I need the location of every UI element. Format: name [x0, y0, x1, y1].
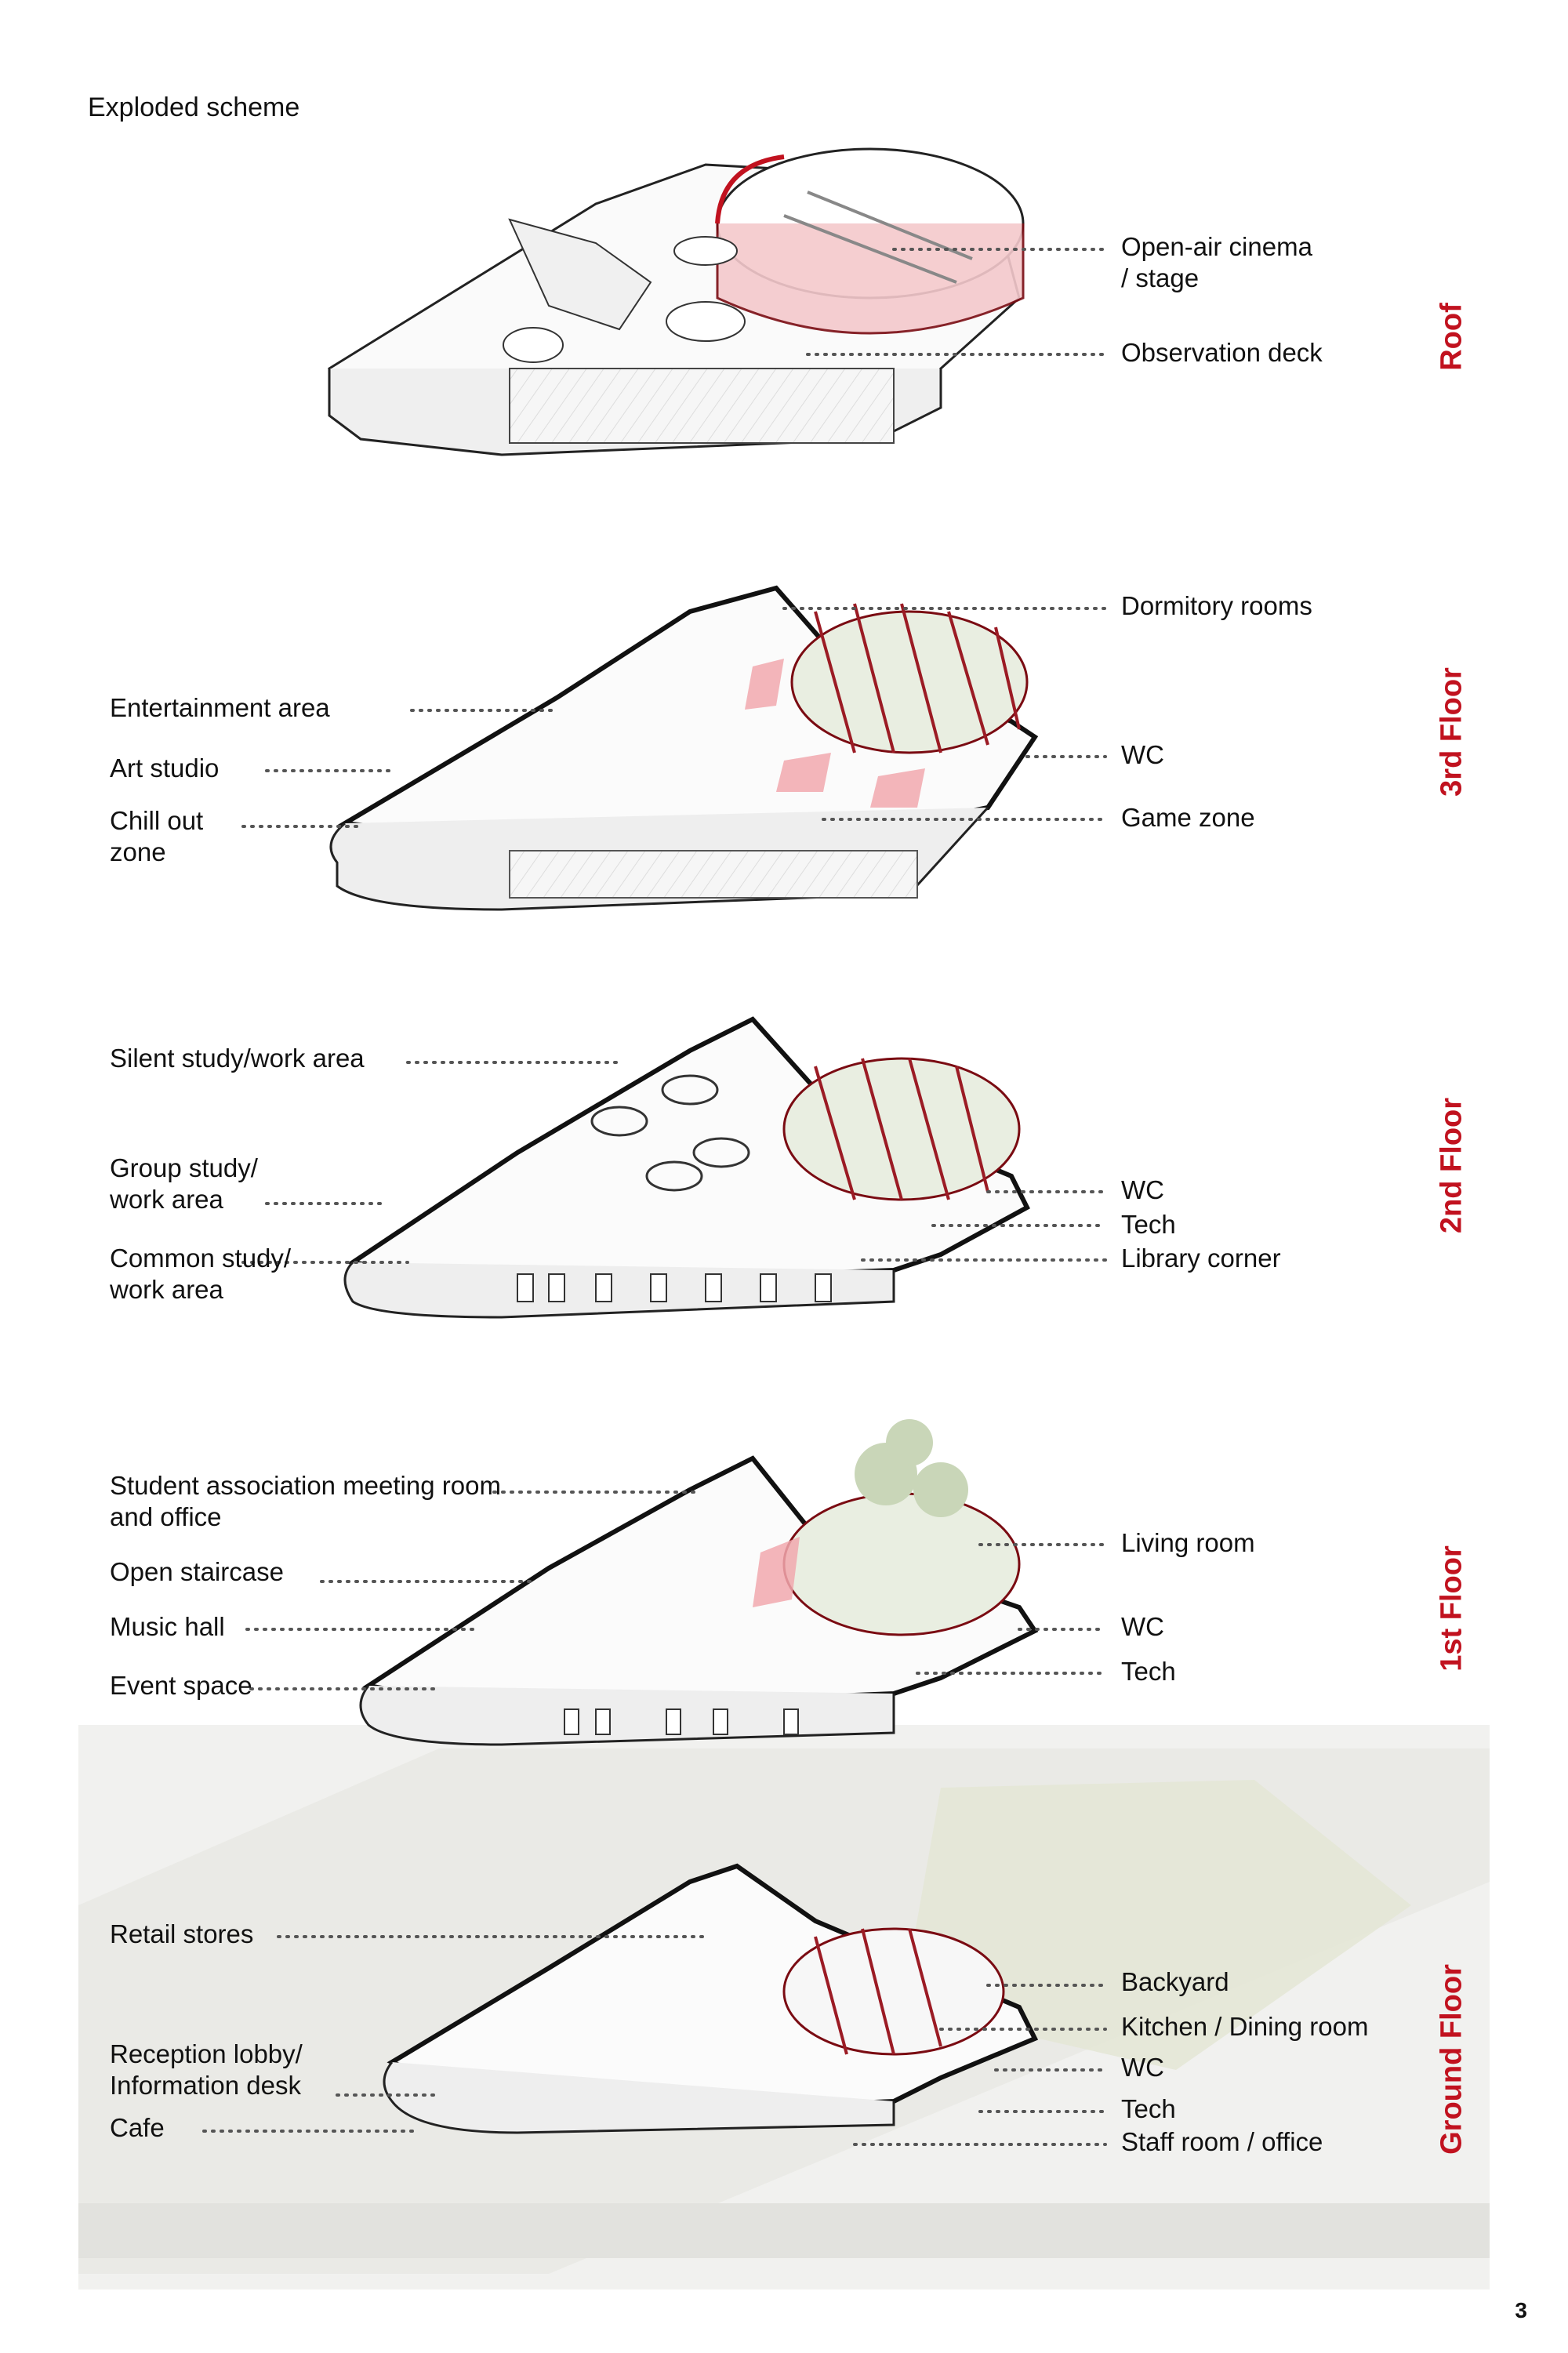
floor-title-roof: Roof: [1435, 303, 1468, 371]
floor-title-3rd: 3rd Floor: [1435, 667, 1468, 797]
label-silent-study: Silent study/work area: [110, 1044, 365, 1073]
label-entertainment-area: Entertainment area: [110, 693, 330, 722]
label-open-air-cinema: Open-air cinema / stage: [1121, 232, 1312, 292]
roof-level-drawing: [329, 149, 1023, 455]
label-backyard: Backyard: [1121, 1967, 1229, 1996]
label-music-hall: Music hall: [110, 1612, 225, 1641]
label-student-association: Student association meeting room and office: [110, 1471, 501, 1531]
label-tech-ground: Tech: [1121, 2094, 1176, 2123]
label-common-study: Common study/ work area: [110, 1244, 292, 1304]
label-library-corner: Library corner: [1121, 1244, 1281, 1273]
label-game-zone: Game zone: [1121, 803, 1255, 832]
label-wc-1st: WC: [1121, 1612, 1164, 1641]
third-floor-drawing: [331, 588, 1035, 910]
label-tech-1st: Tech: [1121, 1657, 1176, 1686]
label-group-study: Group study/ work area: [110, 1153, 258, 1214]
second-floor-drawing: [345, 1019, 1027, 1317]
page-title: Exploded scheme: [88, 93, 300, 122]
label-art-studio: Art studio: [110, 753, 220, 783]
label-tech-2nd: Tech: [1121, 1210, 1176, 1239]
label-open-staircase: Open staircase: [110, 1557, 284, 1586]
label-kitchen-dining: Kitchen / Dining room: [1121, 2012, 1369, 2041]
label-wc-3rd: WC: [1121, 740, 1164, 769]
label-staff-room: Staff room / office: [1121, 2127, 1323, 2156]
label-wc-2nd: WC: [1121, 1175, 1164, 1204]
label-reception-lobby: Reception lobby/ Information desk: [110, 2039, 303, 2100]
label-living-room: Living room: [1121, 1528, 1255, 1557]
label-wc-ground: WC: [1121, 2053, 1164, 2082]
floor-title-1st: 1st Floor: [1435, 1545, 1468, 1672]
label-retail-stores: Retail stores: [110, 1919, 254, 1948]
label-chill-out-zone: Chill out zone: [110, 806, 204, 866]
label-dormitory-rooms: Dormitory rooms: [1121, 591, 1312, 620]
page-number: 3: [1515, 2298, 1527, 2322]
floor-title-2nd: 2nd Floor: [1435, 1097, 1468, 1234]
label-observation-deck: Observation deck: [1121, 338, 1323, 367]
label-cafe: Cafe: [110, 2113, 165, 2142]
label-event-space: Event space: [110, 1671, 252, 1700]
floor-title-ground: Ground Floor: [1435, 1964, 1468, 2155]
